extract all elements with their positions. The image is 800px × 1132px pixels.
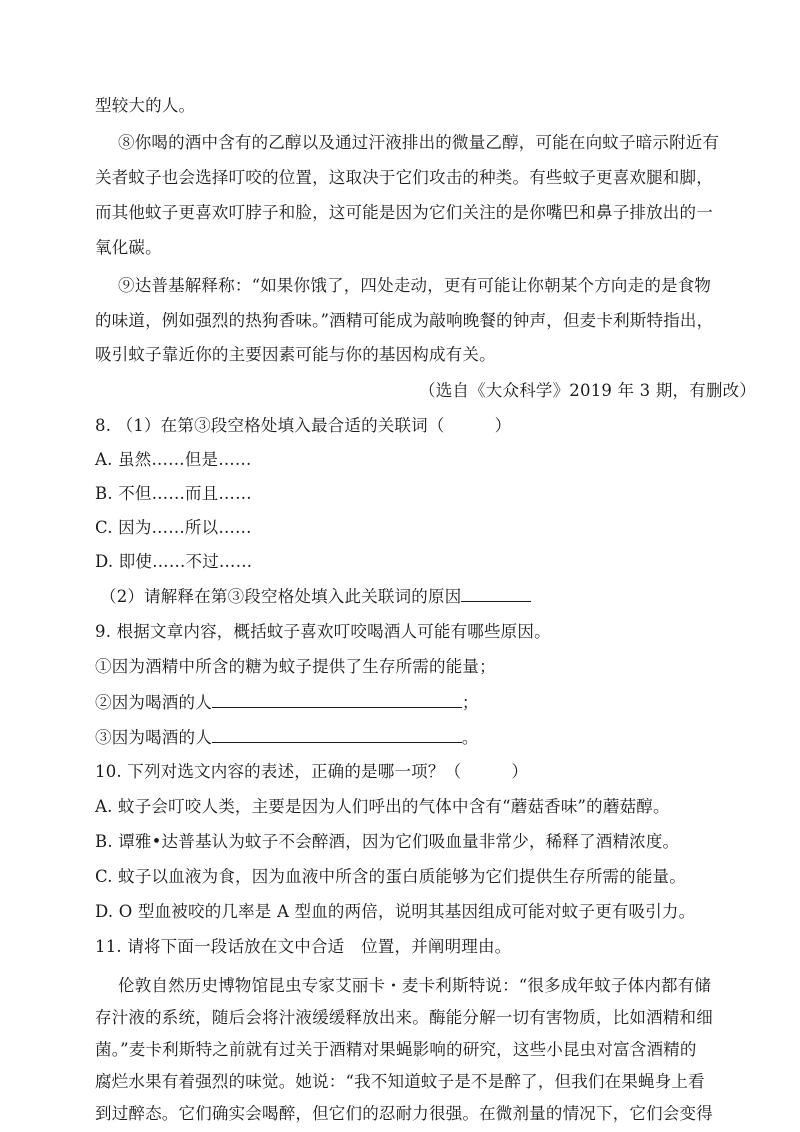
- question-8-stem: 8. （1）在第③段空格处填入最合适的关联词（ ）: [95, 416, 512, 435]
- question-8-option-b: B. 不但……而且……: [95, 484, 252, 503]
- question-11-stem: 11. 请将下面一段话放在文中合适 位置，并阐明理由。: [95, 937, 512, 956]
- question-8-option-c: C. 因为……所以……: [95, 518, 252, 537]
- question-9-item-3: [95, 727, 479, 748]
- question-10-stem: 10. 下列对选文内容的表述，正确的是哪一项？（ ）: [95, 762, 529, 781]
- passage-line: 的味道，例如强烈的热狗香味。”酒精可能成为敲响晚餐的钟声，但麦卡利斯特指出，: [95, 311, 714, 330]
- passage-line: 而其他蚊子更喜欢叮脖子和脸，这可能是因为它们关注的是你嘴巴和鼻子排放出的一: [95, 203, 713, 222]
- question-11-paragraph-line: 腐烂水果有着强烈的味觉。她说：“我不知道蚊子是不是醉了，但我们在果蝇身上看: [95, 1072, 705, 1091]
- passage-line: 吸引蚊子靠近你的主要因素可能与你的基因构成有关。: [95, 345, 496, 364]
- paragraph-8-start: ⑧你喝的酒中含有的乙醇以及通过汗液排出的微量乙醇，可能在向蚊子暗示附近有: [118, 133, 720, 152]
- question-9-item-3-prefix: ③因为喝酒的人: [95, 728, 212, 747]
- question-9-item-1: ①因为酒精中所含的糖为蚊子提供了生存所需的能量；: [95, 657, 496, 676]
- question-11-paragraph-line: 存汁液的系统，随后会将汁液缓缓释放出来。酶能分解一切有害物质，比如酒精和细: [95, 1008, 713, 1027]
- question-11-paragraph-line: 菌。”麦卡利斯特之前就有过关于酒精对果蝇影响的研究，这些小昆虫对富含酒精的: [95, 1040, 697, 1059]
- passage-line: 关者蚊子也会选择叮咬的位置，这取决于它们攻击的种类。有些蚊子更喜欢腿和脚，: [95, 168, 713, 187]
- passage-line: 型较大的人。: [95, 96, 196, 115]
- question-9-item-2-prefix: ②因为喝酒的人: [95, 693, 212, 712]
- question-11-paragraph-line: 伦敦自然历史博物馆昆虫专家艾丽卡・麦卡利斯特说：“很多成年蚊子体内都有储: [118, 976, 712, 995]
- paragraph-9-start: ⑨达普基解释称：“如果你饿了，四处走动，更有可能让你朝某个方向走的是食物: [118, 276, 712, 295]
- answer-blank[interactable]: [212, 692, 462, 708]
- question-9-item-2-suffix: ；: [461, 693, 479, 712]
- question-8-option-d: D. 即使……不过……: [95, 552, 253, 571]
- question-9-stem: 9. 根据文章内容，概括蚊子喜欢叮咬喝酒人可能有哪些原因。: [95, 622, 551, 641]
- question-8-part2: [100, 586, 531, 607]
- question-8-part2-text: （2）请解释在第③段空格处填入此关联词的原因: [100, 587, 462, 606]
- question-10-option-c: C. 蚊子以血液为食，因为血液中所含的蛋白质能够为它们提供生存所需的能量。: [95, 867, 686, 886]
- question-11-paragraph-line: 到过醉态。它们确实会喝醉，但它们的忍耐力很强。在微剂量的情况下，它们会变得: [95, 1104, 713, 1123]
- answer-blank[interactable]: [212, 727, 462, 743]
- answer-blank[interactable]: [461, 586, 531, 602]
- question-10-option-b: B. 谭雅•达普基认为蚊子不会醉酒，因为它们吸血量非常少，稀释了酒精浓度。: [95, 832, 680, 851]
- passage-line: 氧化碳。: [95, 238, 162, 257]
- question-10-option-d: D. O 型血被咬的几率是 A 型血的两倍，说明其基因组成可能对蚊子更有吸引力。: [95, 902, 696, 921]
- question-8-option-a: A. 虽然……但是……: [95, 450, 252, 469]
- question-9-item-3-suffix: 。: [461, 728, 479, 747]
- question-9-item-2: [95, 692, 479, 713]
- source-citation: （选自《大众科学》2019 年 3 期，有删改）: [419, 381, 757, 400]
- question-10-option-a: A. 蚊子会叮咬人类，主要是因为人们呼出的气体中含有“蘑菇香味”的蘑菇醇。: [95, 797, 670, 816]
